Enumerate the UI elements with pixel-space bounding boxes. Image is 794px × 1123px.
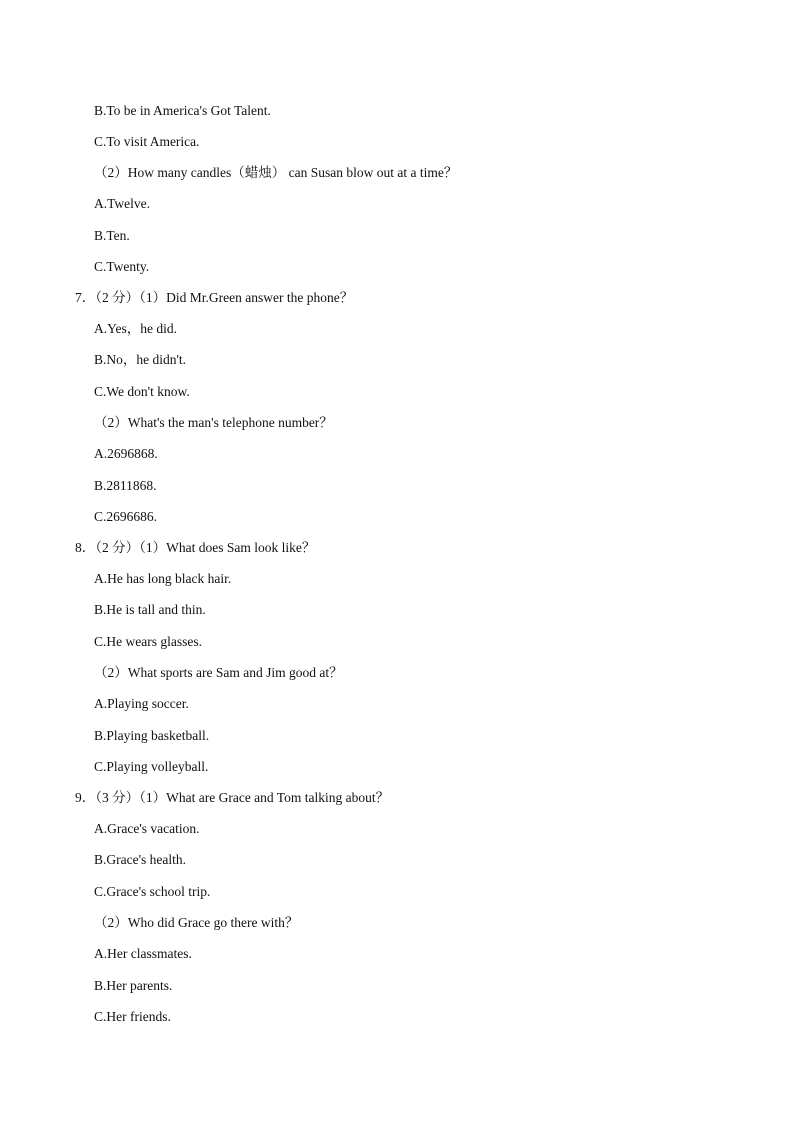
q7-option-b: B.No，he didn't.: [94, 352, 187, 367]
q9-sub2-label: （2）Who did Grace go there with？: [94, 915, 299, 930]
q6-option-c: C.To visit America.: [94, 134, 200, 149]
q9-option-a: A.Grace's vacation.: [94, 821, 200, 836]
q6-sub2-label: （2）How many candles（蜡烛） can Susan blow out at a time？: [94, 165, 458, 180]
q9-option-b: B.Grace's health.: [94, 852, 187, 867]
q8-header: 8．（2 分）（1）What does Sam look like？: [75, 540, 316, 555]
q7-option-a: A.Yes，he did.: [94, 321, 178, 336]
q7-header: 7．（2 分）（1）Did Mr.Green answer the phone？: [75, 290, 354, 305]
q8-option-c: C.He wears glasses.: [94, 634, 202, 649]
q8-sub2-option-b: B.Playing basketball.: [94, 728, 210, 743]
q7-sub2-label: （2）What's the man's telephone number？: [94, 415, 333, 430]
q8-option-b: B.He is tall and thin.: [94, 602, 206, 617]
q8-sub2-option-c: C.Playing volleyball.: [94, 759, 209, 774]
q7-sub2-option-b: B.2811868.: [94, 478, 157, 493]
q8-option-a: A.He has long black hair.: [94, 571, 232, 586]
q6-option-b: B.To be in America's Got Talent.: [94, 103, 271, 118]
q9-header: 9．（3 分）（1）What are Grace and Tom talking about？: [75, 790, 390, 805]
q7-option-c: C.We don't know.: [94, 384, 190, 399]
q6-sub2-option-b: B.Ten.: [94, 228, 130, 243]
q6-sub2-option-a: A.Twelve.: [94, 196, 151, 211]
q7-sub2-option-a: A.2696868.: [94, 446, 158, 461]
q8-sub2-option-a: A.Playing soccer.: [94, 696, 189, 711]
q7-sub2-option-c: C.2696686.: [94, 509, 158, 524]
q6-sub2-option-c: C.Twenty.: [94, 259, 150, 274]
q9-sub2-option-c: C.Her friends.: [94, 1009, 171, 1024]
q8-sub2-label: （2）What sports are Sam and Jim good at？: [94, 665, 343, 680]
q9-sub2-option-a: A.Her classmates.: [94, 946, 192, 961]
q9-option-c: C.Grace's school trip.: [94, 884, 211, 899]
q9-sub2-option-b: B.Her parents.: [94, 978, 173, 993]
